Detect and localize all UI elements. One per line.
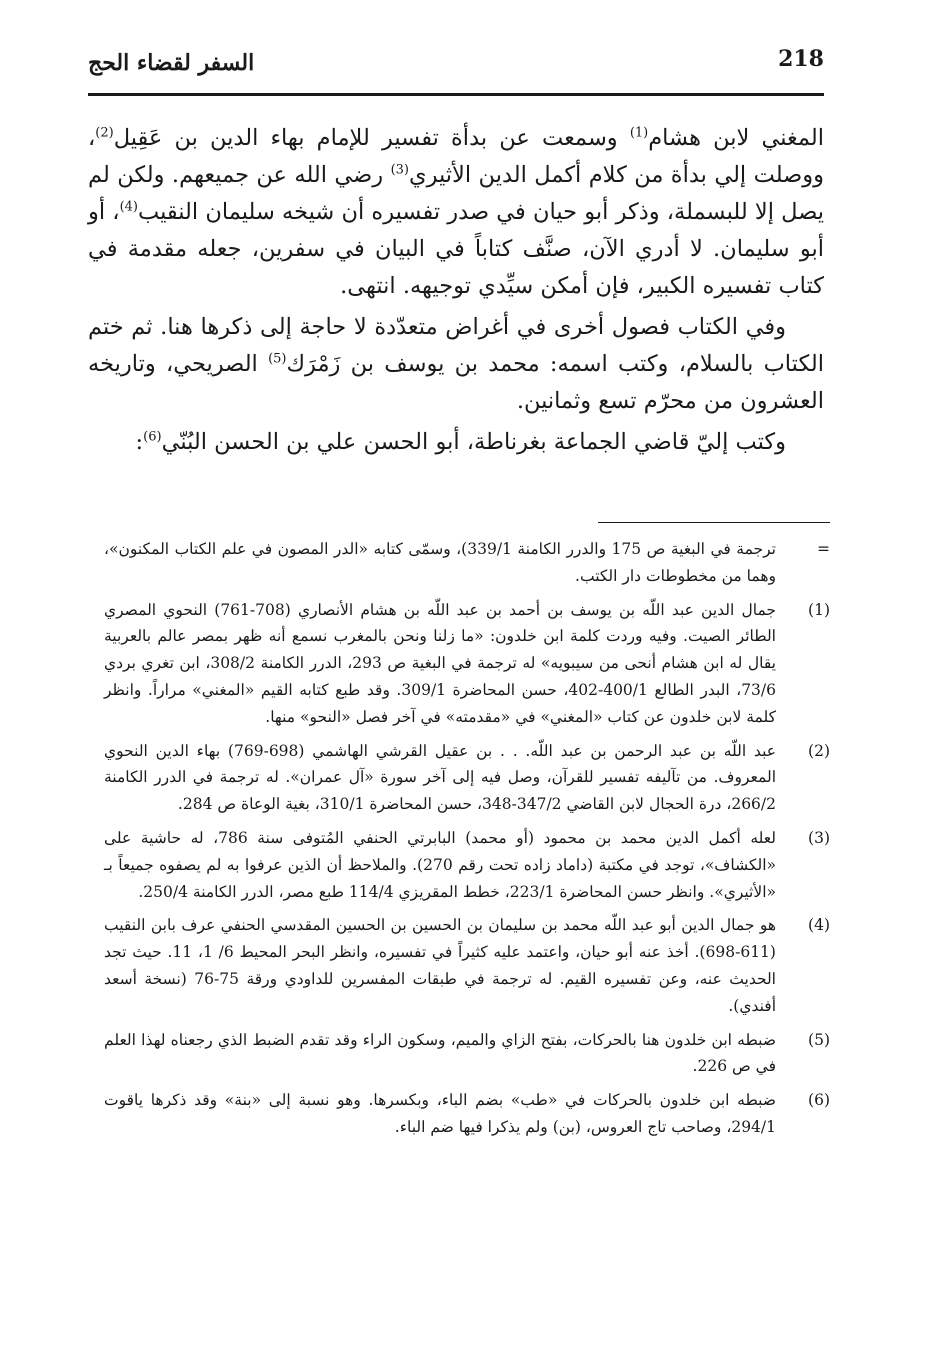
footnote-text: ترجمة في البغية ص 175 والدرر الكامنة 339/1)، وسمّى كتابه «الدر المصون في علم الكتاب المكنون»، وهما من مخطوطات دار الكتب. [104,540,776,585]
footnotes [104,536,830,1148]
page-header [88,44,824,90]
p3-part-b: : [135,429,144,455]
footnote-4 [104,912,830,1019]
footnote-3 [104,825,830,905]
footnote-marker: (2) [808,741,830,760]
footnote-ref-2: (2) [95,125,114,141]
footnote-ref-3: (3) [390,162,409,178]
paragraph-2 [88,309,824,420]
footnote-marker: (5) [808,1030,830,1049]
footnote-marker: (6) [808,1091,830,1110]
footnote-text: لعله أكمل الدين محمد بن محمود (أو محمد) البابرتي الحنفي المُتوفى سنة 786، له حاشية على «الكشاف»، توجد في مكتبة (داماد زاده تحت رقم 270). والملاحظ أن الذين عرفوا به لم يصفوه جميعاً بـ «الأثيري». وانظر حسن المحاضرة 223/1، خطط المقريزي 114/4 طبع مصر، الدرر الكامنة 250/4. [104,828,777,901]
p2-part-b: الصريحي، وتاريخه العشرون من محرّم تسع وثمانين. [88,351,824,414]
p1-part-b: وسمعت عن بدأة تفسير للإمام بهاء الدين بن عَقِيل [113,125,630,151]
p3-part-a: وكتب إليّ قاضي الجماعة بغرناطة، أبو الحسن علي بن الحسن البُنّي [161,429,786,455]
footnote-ref-4: (4) [119,199,138,215]
footnote-separator [598,522,830,523]
footnote-marker: (3) [808,828,830,847]
main-text [88,120,824,465]
footnote-2 [104,738,830,818]
p1-part-c: ، ووصلت إلي بدأة من كلام أكمل الدين الأثيري [88,125,824,188]
p2-part-a: وفي الكتاب فصول أخرى في أغراض متعدّدة لا حاجة إلى ذكرها هنا. ثم ختم الكتاب بالسلام، وكتب اسمه: محمد بن يوسف بن زَمْرَك [88,314,824,377]
footnote-ref-6: (6) [143,429,162,445]
page-number: 218 [778,46,824,72]
footnote-ref-5: (5) [268,351,287,367]
header-rule [88,93,824,96]
footnote-continuation [104,536,830,590]
p1-part-a: المغني لابن هشام [648,125,824,151]
footnote-marker: (1) [808,600,830,619]
footnote-text: ضبطه ابن خلدون هنا بالحركات، بفتح الزاي والميم، وسكون الراء وقد تقدم الضبط الذي رجعناه لهذا العلم في ص 226. [104,1030,776,1076]
paragraph-3 [88,424,824,461]
p1-part-e: ، أو أبو سليمان. لا أدري الآن، صنَّف كتاباً في البيان في سفرين، جعله مقدمة في كتاب تفسيره الكبير، فإن أمكن سيِّدي توجيهه. انتهى. [88,199,824,299]
footnote-marker: (4) [808,916,830,935]
paragraph-1 [88,120,824,305]
footnote-text: هو جمال الدين أبو عبد اللّه محمد بن سليمان بن الحسين بن الحسين المقدسي الحنفي عرف بابن النقيب (611-698). أخذ عنه أبو حيان، واعتمد عليه كثيراً في تفسيره، وانظر البحر المحيط 6/ 1، 11. حيث تجد الحديث عنه، وعن تفسيره القيم. له ترجمة في طبقات المفسرين للداودي ورقة 75-76 (نسخة أسعد أفندي). [104,916,776,1015]
footnote-5 [104,1027,830,1081]
footnote-6 [104,1087,830,1141]
footnote-marker: = [817,540,830,558]
footnote-text: جمال الدين عبد اللّه بن يوسف بن أحمد بن عبد اللّه بن هشام الأنصاري (708-761) النحوي المصري الطائر الصيت. وفيه وردت كلمة ابن خلدون: «ما زلنا ونحن بالمغرب نسمع أنه ظهر بمصر عالم بالعربية يقال له ابن هشام أنحى من سيبويه» له ترجمة في البغية ص 293، الدرر الكامنة 308/2، ابن تغري بردي 73/6، البدر الطالع 400/1-402، حسن المحاضرة 309/1. وقد طبع كتابه القيم «المغني» مراراً. وانظر كلمة لابن خلدون عن كتاب «المغني» في «مقدمته» في آخر فصل «النحو» منها. [104,600,777,726]
running-title: السفر لقضاء الحج [88,50,255,76]
p1-part-d: رضي الله عن جميعهم. ولكن لم يصل إلا للبسملة، وذكر أبو حيان في صدر تفسيره أن شيخه سليمان النقيب [88,162,824,225]
footnote-text: عبد اللّه بن عبد الرحمن بن عبد اللّه. . . بن عقيل القرشي الهاشمي (698-769) بهاء الدين النحوي المعروف. من تآليفه تفسير للقرآن، وصل فيه إلى آخر سورة «آل عمران». له ترجمة في الدرر الكامنة 266/2، درة الحجال لابن القاضي 347/2-348، حسن المحاضرة 310/1، بغية الوعاة ص 284. [104,741,776,814]
footnote-ref-1: (1) [629,125,649,141]
footnote-text: ضبطه ابن خلدون بالحركات في «طب» بضم الباء، وبكسرها. وهو نسبة إلى «بنة» وقد ذكرها ياقوت 294/1، وصاحب تاج العروس، (بن) ولم يذكرا فيها ضم الباء. [104,1091,776,1136]
footnote-1 [104,597,830,731]
